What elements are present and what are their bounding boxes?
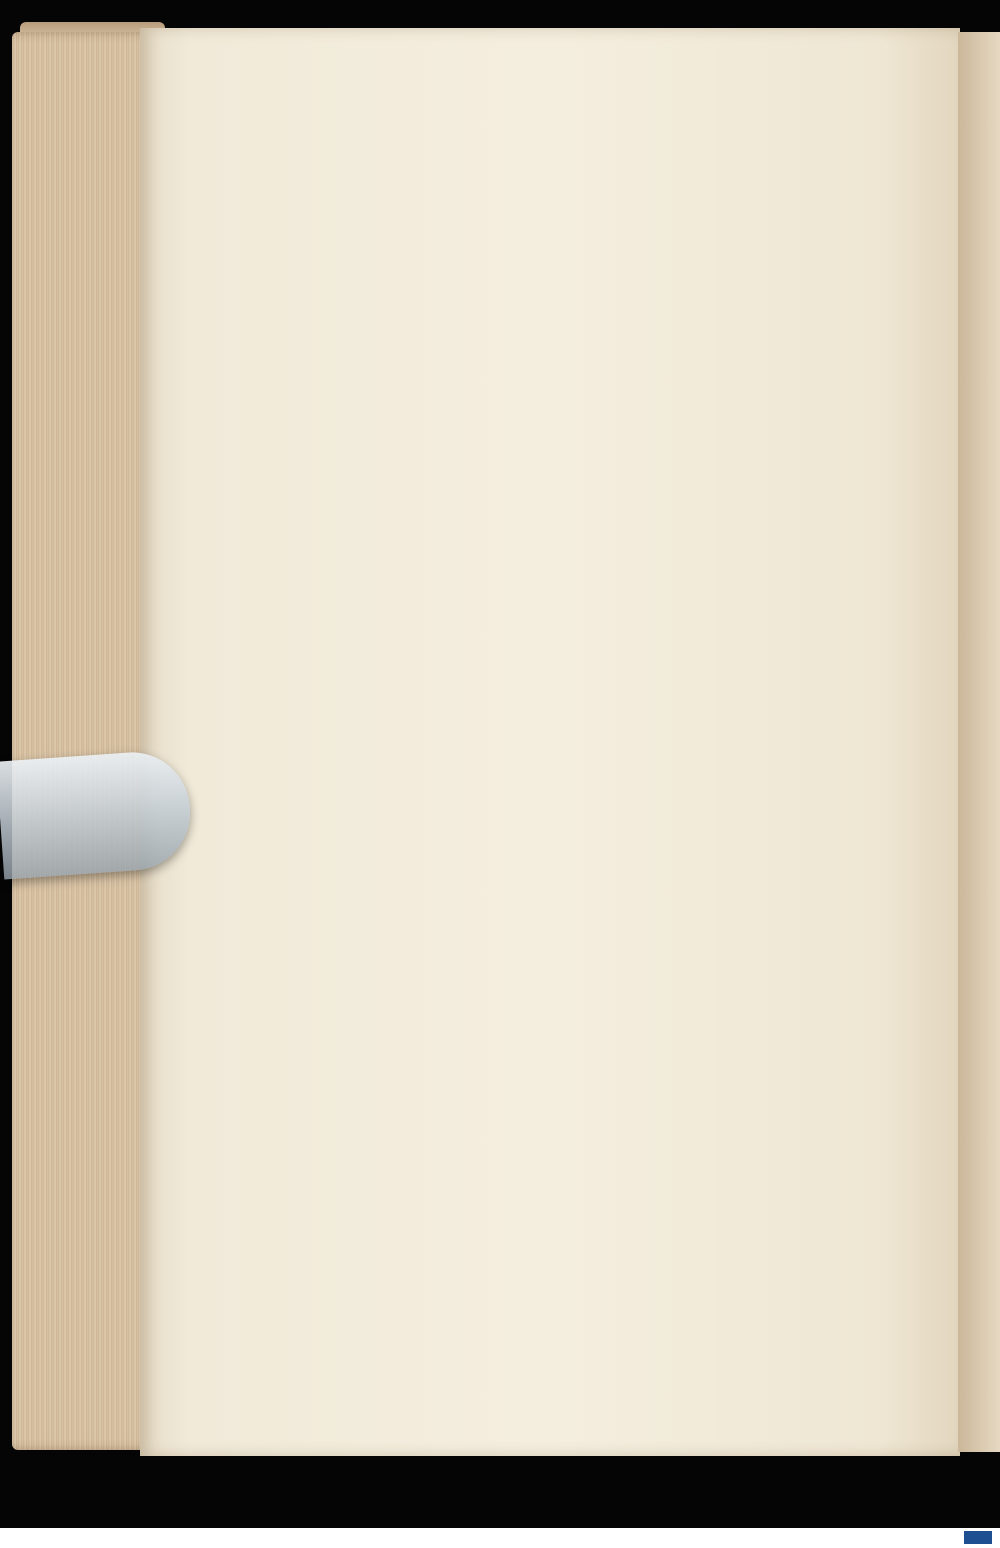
glass-page-weight: [0, 749, 194, 880]
footer-bar: [0, 1528, 1000, 1548]
facing-page-edge: [958, 32, 1000, 1452]
book-page: [140, 28, 960, 1456]
dfg-logo: [964, 1531, 992, 1544]
